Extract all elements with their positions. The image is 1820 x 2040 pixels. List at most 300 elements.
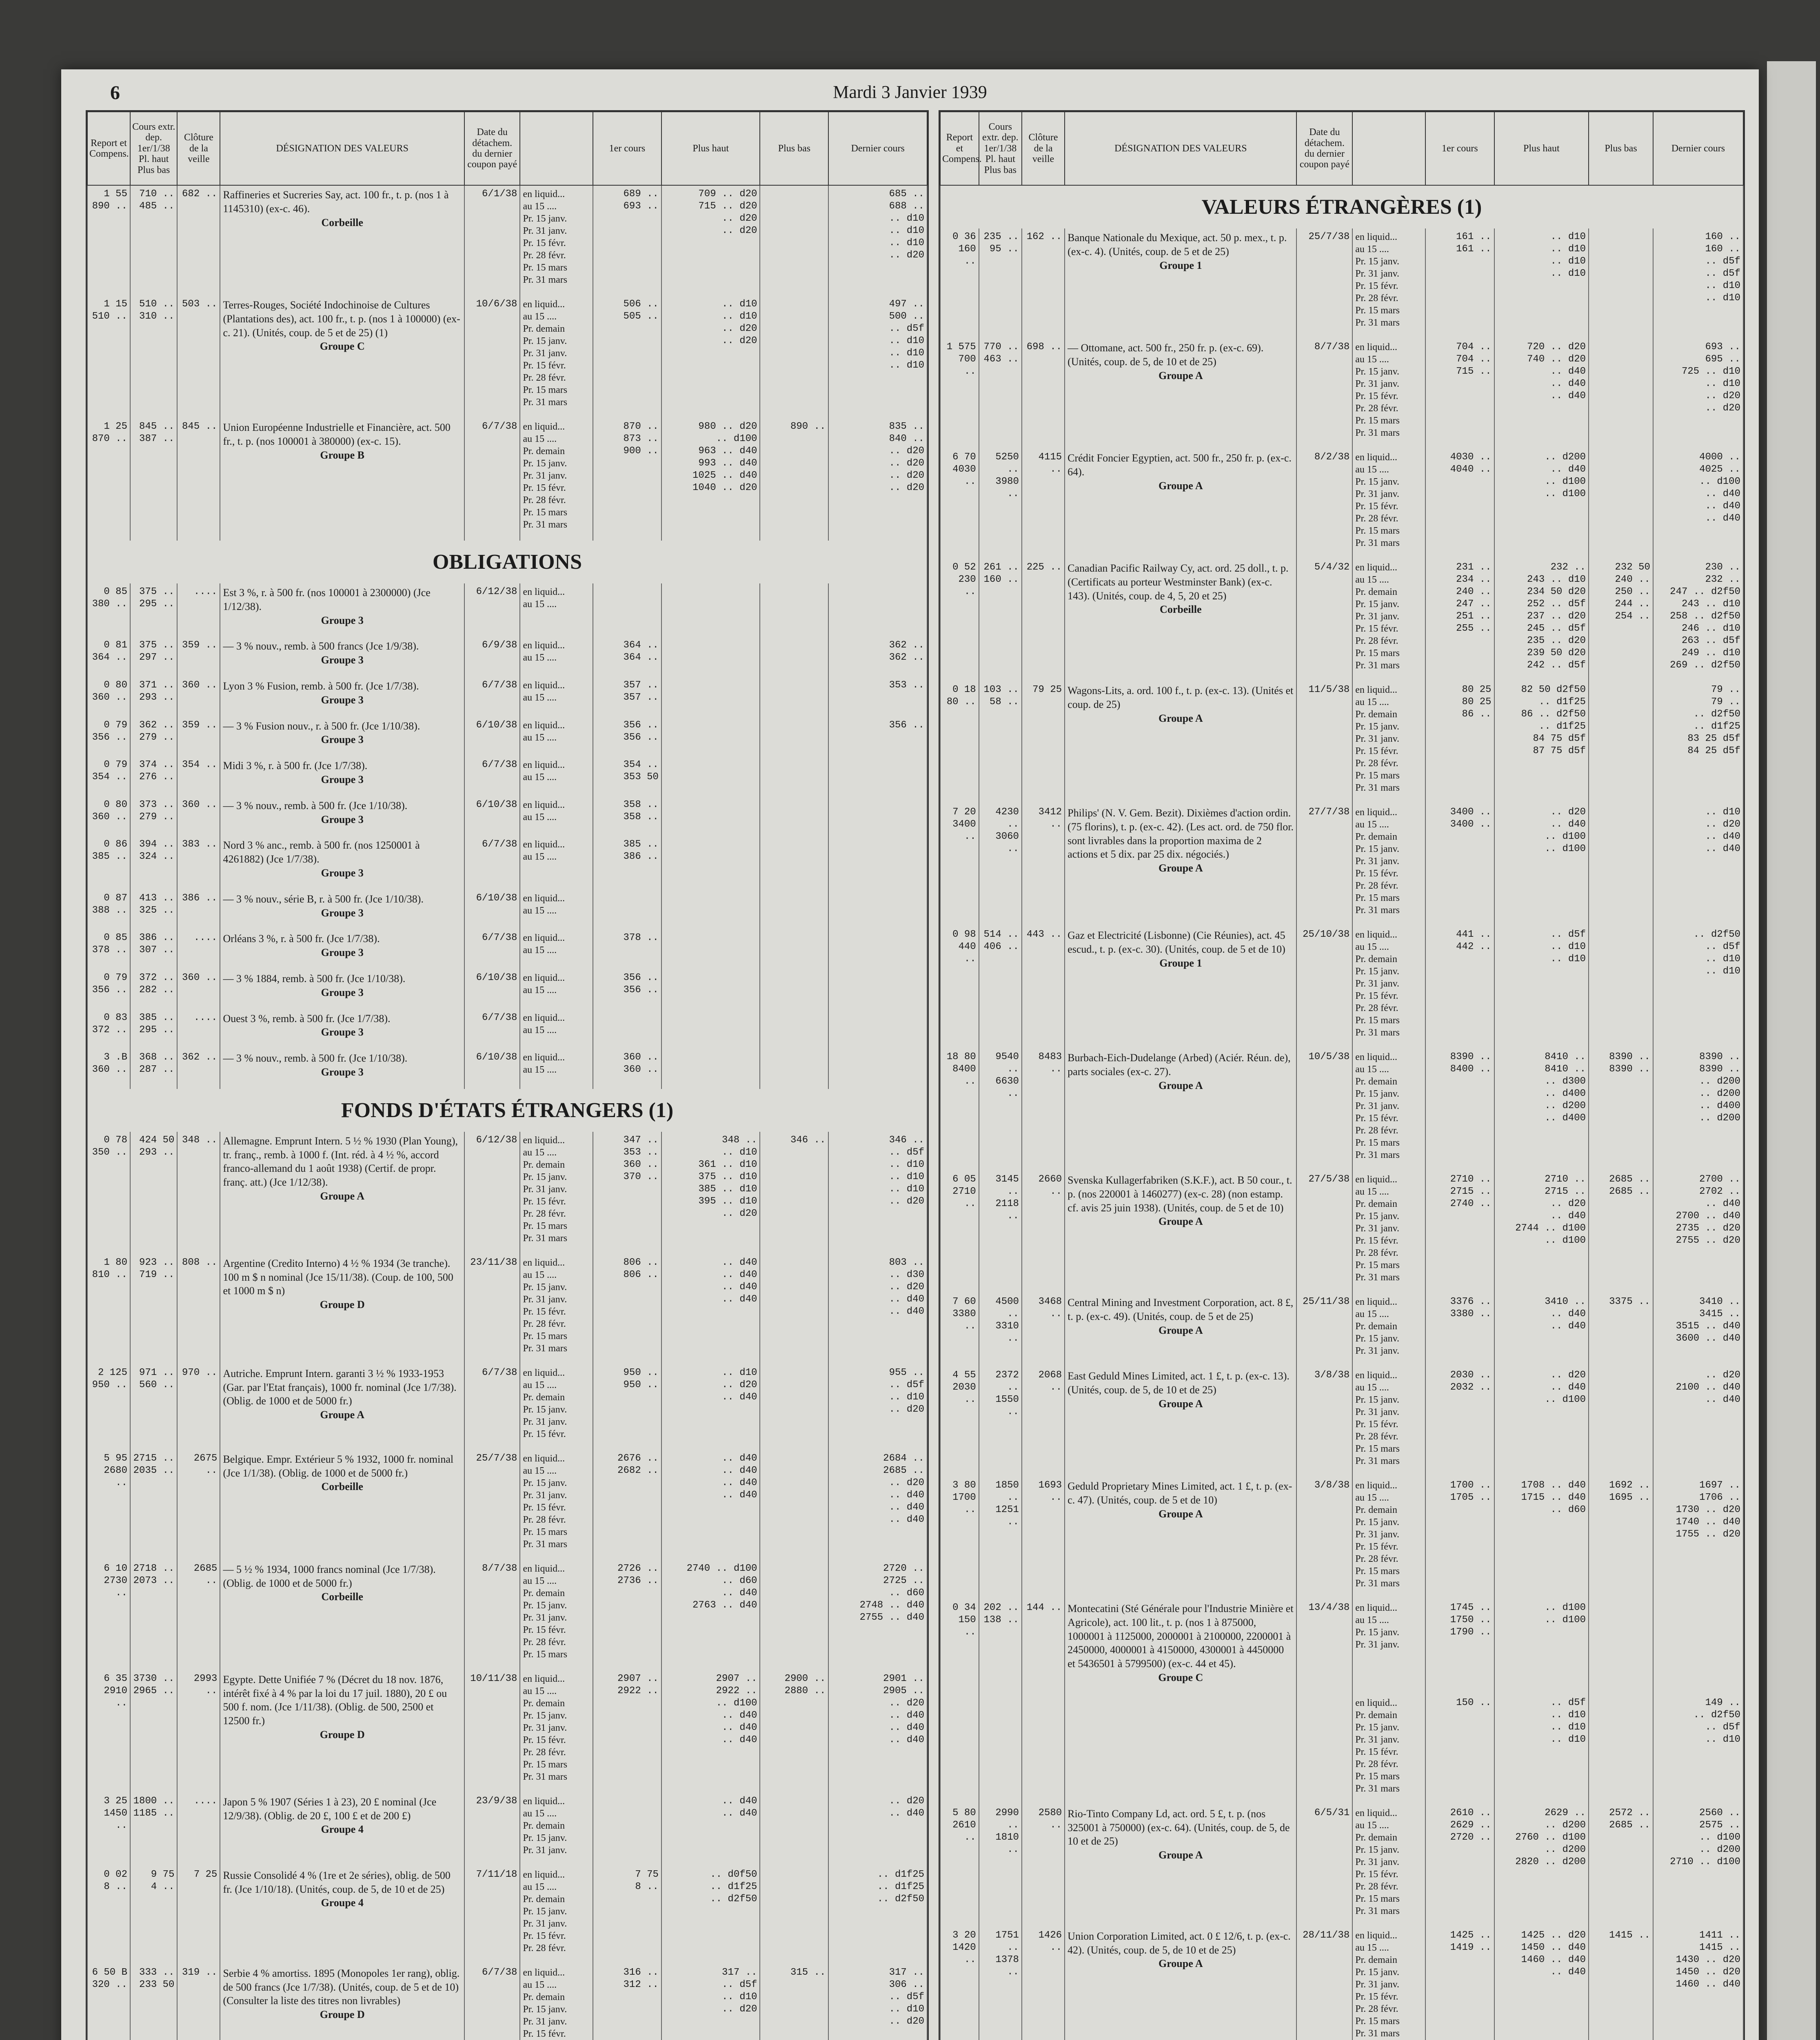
table-row xyxy=(940,559,1743,681)
table-row xyxy=(940,228,1743,339)
coupon-date-cell: 10/5/38 xyxy=(1296,1049,1352,1171)
security-group: Groupe 3 xyxy=(321,734,364,746)
first-price-cell: 385 .. 386 .. xyxy=(593,836,661,889)
coupon-date-cell: 6/10/38 xyxy=(464,890,520,930)
designation-cell xyxy=(1065,926,1296,1049)
security-group: Groupe A xyxy=(320,1190,364,1202)
session-cell: en liquid... au 15 .... Pr. demain Pr. 15 janv. Pr. 31 janv. xyxy=(1352,1293,1425,1367)
column-header: Cours extr. dep. 1er/1/38 Pl. haut Plus bas xyxy=(130,112,177,185)
session-cell: en liquid... au 15 .... Pr. 15 janv. Pr. 31 janv. xyxy=(1352,1599,1425,1694)
cloture-cell: 1426 .. xyxy=(1022,1927,1065,2040)
low-price-cell xyxy=(760,836,828,889)
session-cell: en liquid... au 15 .... xyxy=(520,836,593,889)
column-header: Clôture de la veille xyxy=(177,112,220,185)
coupon-date-cell: 25/10/38 xyxy=(1296,926,1352,1049)
security-group: Groupe 1 xyxy=(1159,957,1202,969)
high-price-cell xyxy=(661,677,760,717)
designation-cell xyxy=(1065,1599,1296,1694)
security-group: Groupe A xyxy=(1159,1079,1203,1091)
designation-cell xyxy=(1065,1293,1296,1367)
coupon-date-cell: 7/11/18 xyxy=(464,1866,520,1964)
first-price-cell: 347 .. 353 .. 360 .. 370 .. xyxy=(593,1132,661,1254)
low-price-cell xyxy=(1589,449,1653,559)
extreme-cell: 374 .. 276 .. xyxy=(130,756,177,796)
report-cell: 1 25 870 .. xyxy=(87,418,130,541)
designation-cell xyxy=(1065,1049,1296,1171)
table-row xyxy=(87,1793,927,1866)
security-group: Groupe C xyxy=(320,340,365,353)
last-price-cell: 685 .. 688 .. .. d10 .. d10 .. d10 .. d20 xyxy=(828,185,927,296)
column-header: Cours extr. dep. 1er/1/38 Pl. haut Plus bas xyxy=(979,112,1022,185)
session-cell: en liquid... au 15 .... Pr. demain Pr. 15 janv. Pr. 31 janv. Pr. 15 févr. Pr. 28 févr. Pr. 15 mars Pr. 31 mars xyxy=(1352,1049,1425,1171)
report-cell: 7 20 3400 .. xyxy=(940,804,979,926)
designation-cell xyxy=(220,1049,464,1089)
table-row xyxy=(87,969,927,1009)
designation-cell xyxy=(220,1793,464,1866)
high-price-cell: 1708 .. d40 1715 .. d40 .. d60 xyxy=(1494,1477,1589,1599)
security-name: Union Européenne Industrielle et Financière, act. 500 fr., t. p. (nos 100001 à 380000) (ex-c. 15). xyxy=(223,421,451,447)
report-cell: 1 15 510 .. xyxy=(87,296,130,418)
session-cell: en liquid... au 15 .... Pr. 15 janv. Pr. 31 janv. Pr. 15 févr. Pr. 28 févr. Pr. 15 mars Pr. 31 mars xyxy=(520,1254,593,1364)
cloture-cell: 8483 .. xyxy=(1022,1049,1065,1171)
session-cell: en liquid... au 15 .... Pr. demain Pr. 15 janv. Pr. 31 janv. Pr. 15 févr. Pr. 28 févr. Pr. 15 mars Pr. 31 mars xyxy=(1352,804,1425,926)
security-name: Serbie 4 % amortiss. 1895 (Monopoles 1er rang), oblig. de 500 francs (Jce 1/7/38). (Unités, coup. de 5 et de 10) (Consulter la liste des titres non livrables) xyxy=(223,1967,460,2007)
security-name: Banque Nationale du Mexique, act. 50 p. mex., t. p. (ex-c. 4). (Unités, coup. de 5 et de 25) xyxy=(1068,232,1287,257)
extreme-cell: 103 .. 58 .. xyxy=(979,681,1022,804)
report-cell: 0 80 360 .. xyxy=(87,677,130,717)
table-row xyxy=(87,1670,927,1793)
security-group: Groupe D xyxy=(320,1728,365,1741)
security-group: Groupe 3 xyxy=(321,654,364,666)
session-cell: en liquid... au 15 .... Pr. 15 janv. Pr. 31 janv. Pr. 15 févr. Pr. 28 févr. Pr. 15 mars Pr. 31 mars xyxy=(1352,1367,1425,1477)
coupon-date-cell: 6/7/38 xyxy=(464,836,520,889)
extreme-cell: 2990 .. 1810 .. xyxy=(979,1805,1022,1927)
extreme-cell: 2715 .. 2035 .. xyxy=(130,1450,177,1560)
report-cell: 3 .B 360 .. xyxy=(87,1049,130,1089)
report-cell: 0 78 350 .. xyxy=(87,1132,130,1254)
report-cell: 6 05 2710 .. xyxy=(940,1171,979,1293)
last-price-cell: 230 .. 232 .. 247 .. d2f50 243 .. d10 258 .. d2f50 246 .. d10 263 .. d5f 249 .. d10 269 .. d2f50 xyxy=(1653,559,1743,681)
low-price-cell xyxy=(1589,926,1653,1049)
first-price-cell: 2710 .. 2715 .. 2740 .. xyxy=(1425,1171,1494,1293)
security-name: Ouest 3 %, remb. à 500 fr. (Jce 1/7/38). xyxy=(223,1012,391,1024)
cloture-cell: 698 .. xyxy=(1022,339,1065,449)
report-cell: 0 34 150 .. xyxy=(940,1599,979,1694)
last-price-cell: .. d10 .. d20 .. d40 .. d40 xyxy=(1653,804,1743,926)
cloture-cell: 359 .. xyxy=(177,717,220,757)
coupon-date-cell: 10/11/38 xyxy=(464,1670,520,1793)
cloture-cell: 443 .. xyxy=(1022,926,1065,1049)
security-group: Groupe 4 xyxy=(321,1823,364,1836)
cloture-cell: 362 .. xyxy=(177,1049,220,1089)
table-row xyxy=(940,1694,1743,1805)
session-cell: en liquid... au 15 .... Pr. demain Pr. 15 janv. Pr. 31 janv. xyxy=(520,1793,593,1866)
table-row xyxy=(940,926,1743,1049)
section-row xyxy=(87,1089,927,1132)
cloture-cell: .... xyxy=(177,583,220,637)
first-price-cell: 8390 .. 8400 .. xyxy=(1425,1049,1494,1171)
first-price-cell: 3376 .. 3380 .. xyxy=(1425,1293,1494,1367)
last-price-cell: 149 .. .. d2f50 .. d5f .. d10 xyxy=(1653,1694,1743,1805)
cloture-cell: .... xyxy=(177,929,220,969)
first-price-cell: 2676 .. 2682 .. xyxy=(593,1450,661,1560)
designation-cell xyxy=(220,1964,464,2040)
column-header: Plus haut xyxy=(661,112,760,185)
coupon-date-cell: 6/7/38 xyxy=(464,1364,520,1450)
cloture-cell: 845 .. xyxy=(177,418,220,541)
coupon-date-cell: 13/4/38 xyxy=(1296,1599,1352,1694)
column-header: Dernier cours xyxy=(1653,112,1743,185)
column-header: Report et Compens. xyxy=(940,112,979,185)
coupon-date-cell: 6/1/38 xyxy=(464,185,520,296)
coupon-date-cell xyxy=(1296,1694,1352,1805)
column-header: 1er cours xyxy=(593,112,661,185)
designation-cell xyxy=(220,1009,464,1049)
cloture-cell: 79 25 xyxy=(1022,681,1065,804)
low-price-cell xyxy=(760,756,828,796)
designation-cell xyxy=(1065,804,1296,926)
designation-cell xyxy=(220,1560,464,1670)
session-cell: en liquid... au 15 .... Pr. demain Pr. 15 janv. Pr. 31 janv. Pr. 15 févr. Pr. 28 févr. Pr. 15 mars Pr. 31 mars xyxy=(1352,1805,1425,1927)
designation-cell xyxy=(220,296,464,418)
security-group: Groupe 3 xyxy=(321,986,364,998)
table-row xyxy=(87,1364,927,1450)
high-price-cell: 2907 .. 2922 .. .. d100 .. d40 .. d40 .. d40 xyxy=(661,1670,760,1793)
designation-cell xyxy=(220,1364,464,1450)
section-row xyxy=(940,185,1743,228)
security-group: Corbeille xyxy=(321,1481,363,1493)
first-price-cell: 360 .. 360 .. xyxy=(593,1049,661,1089)
designation-cell xyxy=(1065,1927,1296,2040)
report-cell: 0 85 378 .. xyxy=(87,929,130,969)
session-cell: en liquid... au 15 .... Pr. demain Pr. 15 janv. Pr. 31 janv. Pr. 15 févr. Pr. 28 févr. Pr. 15 mars xyxy=(520,1560,593,1670)
low-price-cell xyxy=(760,1254,828,1364)
report-cell: 0 79 354 .. xyxy=(87,756,130,796)
last-price-cell: 356 .. xyxy=(828,717,927,757)
extreme-cell: 372 .. 282 .. xyxy=(130,969,177,1009)
security-group: Groupe 1 xyxy=(1159,259,1202,271)
report-cell: 5 95 2680 .. xyxy=(87,1450,130,1560)
low-price-cell: 8390 .. 8390 .. xyxy=(1589,1049,1653,1171)
session-cell: en liquid... au 15 .... Pr. demain Pr. 15 janv. Pr. 31 janv. Pr. 15 févr. Pr. 28 févr. Pr. 15 mars Pr. 31 mars xyxy=(1352,926,1425,1049)
low-price-cell xyxy=(760,1866,828,1964)
low-price-cell: 2685 .. 2685 .. xyxy=(1589,1171,1653,1293)
security-name: Est 3 %, r. à 500 fr. (nos 100001 à 2300000) (Jce 1/12/38). xyxy=(223,587,431,612)
security-group: Groupe A xyxy=(1159,1215,1203,1228)
coupon-date-cell: 10/6/38 xyxy=(464,296,520,418)
report-cell: 0 87 388 .. xyxy=(87,890,130,930)
designation-cell xyxy=(1065,1805,1296,1927)
session-cell: en liquid... au 15 .... xyxy=(520,890,593,930)
extreme-cell: 413 .. 325 .. xyxy=(130,890,177,930)
designation-cell xyxy=(220,677,464,717)
security-group: Groupe A xyxy=(1159,862,1203,874)
security-name: Orléans 3 %, r. à 500 fr. (Jce 1/7/38). xyxy=(223,933,380,945)
report-cell: 3 80 1700 .. xyxy=(940,1477,979,1599)
first-price-cell: 150 .. xyxy=(1425,1694,1494,1805)
cloture-cell: 7 25 xyxy=(177,1866,220,1964)
cloture-cell: 2685 .. xyxy=(177,1560,220,1670)
designation-cell xyxy=(220,637,464,677)
table-row xyxy=(87,1049,927,1089)
designation-cell xyxy=(220,1670,464,1793)
cloture-cell: 225 .. xyxy=(1022,559,1065,681)
security-group: Groupe C xyxy=(1158,1671,1203,1683)
coupon-date-cell: 6/7/38 xyxy=(464,418,520,541)
cloture-cell: 348 .. xyxy=(177,1132,220,1254)
report-cell: 0 52 230 .. xyxy=(940,559,979,681)
security-group: Groupe 3 xyxy=(321,947,364,959)
designation-cell xyxy=(220,583,464,637)
extreme-cell: 202 .. 138 .. xyxy=(979,1599,1022,1694)
first-price-cell: 2907 .. 2922 .. xyxy=(593,1670,661,1793)
extreme-cell: 1751 .. 1378 .. xyxy=(979,1927,1022,2040)
left-table xyxy=(87,111,928,2040)
first-price-cell: 364 .. 364 .. xyxy=(593,637,661,677)
table-row xyxy=(87,418,927,541)
table-row xyxy=(87,296,927,418)
report-cell: 4 55 2030 .. xyxy=(940,1367,979,1477)
cloture-cell: 2660 .. xyxy=(1022,1171,1065,1293)
security-name: Gaz et Electricité (Lisbonne) (Cie Réunies), act. 45 escud., t. p. (ex-c. 30). (Unités, coup. de 5 et de 10) xyxy=(1068,929,1285,955)
extreme-cell: 770 .. 463 .. xyxy=(979,339,1022,449)
session-cell: en liquid... au 15 .... Pr. demain Pr. 15 janv. Pr. 31 janv. Pr. 15 févr. xyxy=(520,1964,593,2040)
designation-cell xyxy=(220,929,464,969)
first-price-cell: 806 .. 806 .. xyxy=(593,1254,661,1364)
extreme-cell xyxy=(979,1694,1022,1805)
high-price-cell: .. d40 .. d40 xyxy=(661,1793,760,1866)
coupon-date-cell: 23/9/38 xyxy=(464,1793,520,1866)
coupon-date-cell: 8/2/38 xyxy=(1296,449,1352,559)
session-cell: en liquid... au 15 .... Pr. demain Pr. 15 janv. Pr. 31 janv. Pr. 15 févr. Pr. 28 févr. Pr. 15 mars Pr. 31 mars xyxy=(520,418,593,541)
security-group: Groupe 3 xyxy=(321,907,364,919)
low-price-cell: 1415 .. xyxy=(1589,1927,1653,2040)
first-price-cell: 506 .. 505 .. xyxy=(593,296,661,418)
report-cell: 1 80 810 .. xyxy=(87,1254,130,1364)
coupon-date-cell: 11/5/38 xyxy=(1296,681,1352,804)
session-cell: en liquid... au 15 .... Pr. demain Pr. 15 janv. Pr. 31 janv. Pr. 15 févr. Pr. 28 févr. Pr. 15 mars Pr. 31 mars xyxy=(1352,559,1425,681)
session-cell: en liquid... au 15 .... xyxy=(520,677,593,717)
high-price-cell: 82 50 d2f50 .. d1f25 86 .. d2f50 .. d1f25 84 75 d5f 87 75 d5f xyxy=(1494,681,1589,804)
high-price-cell: 8410 .. 8410 .. .. d300 .. d400 .. d200 .. d400 xyxy=(1494,1049,1589,1171)
low-price-cell: 1692 .. 1695 .. xyxy=(1589,1477,1653,1599)
security-group: Groupe 3 xyxy=(321,867,364,879)
extreme-cell: 510 .. 310 .. xyxy=(130,296,177,418)
designation-cell xyxy=(1065,681,1296,804)
last-price-cell: 362 .. 362 .. xyxy=(828,637,927,677)
last-price-cell: 160 .. 160 .. .. d5f .. d5f .. d10 .. d10 xyxy=(1653,228,1743,339)
report-cell: 5 80 2610 .. xyxy=(940,1805,979,1927)
cloture-cell: 360 .. xyxy=(177,677,220,717)
last-price-cell: 1697 .. 1706 .. 1730 .. d20 1740 .. d40 1755 .. d20 xyxy=(1653,1477,1743,1599)
session-cell: en liquid... au 15 .... xyxy=(520,929,593,969)
report-cell: 0 79 356 .. xyxy=(87,717,130,757)
high-price-cell: .. d10 .. d10 .. d20 .. d20 xyxy=(661,296,760,418)
low-price-cell xyxy=(1589,339,1653,449)
last-price-cell xyxy=(828,583,927,637)
first-price-cell xyxy=(593,890,661,930)
cloture-cell: 359 .. xyxy=(177,637,220,677)
low-price-cell: 2572 .. 2685 .. xyxy=(1589,1805,1653,1927)
security-name: Wagons-Lits, a. ord. 100 f., t. p. (ex-c. 13). (Unités et coup. de 25) xyxy=(1068,685,1294,710)
security-group: Groupe 3 xyxy=(321,773,364,785)
low-price-cell xyxy=(1589,228,1653,339)
last-price-cell: 2720 .. 2725 .. .. d60 2748 .. d40 2755 .. d40 xyxy=(828,1560,927,1670)
first-price-cell: 4030 .. 4040 .. xyxy=(1425,449,1494,559)
high-price-cell: .. d5f .. d10 .. d10 xyxy=(1494,926,1589,1049)
last-price-cell: 2700 .. 2702 .. .. d40 2700 .. d40 2735 .. d20 2755 .. d20 xyxy=(1653,1171,1743,1293)
last-price-cell xyxy=(828,929,927,969)
last-price-cell: 1411 .. 1415 .. 1430 .. d20 1450 .. d20 1460 .. d40 xyxy=(1653,1927,1743,2040)
coupon-date-cell: 6/10/38 xyxy=(464,717,520,757)
security-name: Central Mining and Investment Corporation, act. 8 £, t. p. (ex-c. 49). (Unités, coup. de 5 et de 25) xyxy=(1068,1297,1294,1322)
cloture-cell: 383 .. xyxy=(177,836,220,889)
extreme-cell: 1850 .. 1251 .. xyxy=(979,1477,1022,1599)
extreme-cell: 5250 .. 3980 .. xyxy=(979,449,1022,559)
session-cell: en liquid... au 15 .... Pr. demain Pr. 15 janv. Pr. 31 janv. Pr. 15 févr. Pr. 28 févr. xyxy=(520,1866,593,1964)
low-price-cell xyxy=(1589,1694,1653,1805)
first-price-cell: 2726 .. 2736 .. xyxy=(593,1560,661,1670)
column-header: 1er cours xyxy=(1425,112,1494,185)
table-row xyxy=(87,717,927,757)
coupon-date-cell: 6/7/38 xyxy=(464,929,520,969)
first-price-cell: 231 .. 234 .. 240 .. 247 .. 251 .. 255 .. xyxy=(1425,559,1494,681)
coupon-date-cell: 8/7/38 xyxy=(464,1560,520,1670)
last-price-cell: 353 .. xyxy=(828,677,927,717)
session-cell: en liquid... au 15 .... Pr. demain Pr. 15 janv. Pr. 31 janv. Pr. 15 févr. xyxy=(520,1364,593,1450)
extreme-cell: 1800 .. 1185 .. xyxy=(130,1793,177,1866)
last-price-cell xyxy=(828,890,927,930)
security-name: Belgique. Empr. Extérieur 5 % 1932, 1000 fr. nominal (Jce 1/1/38). (Oblig. de 1000 et de 5000 fr.) xyxy=(223,1453,454,1479)
table-row xyxy=(87,1009,927,1049)
security-group: Groupe B xyxy=(320,449,364,461)
first-price-cell: 357 .. 357 .. xyxy=(593,677,661,717)
low-price-cell: 315 .. xyxy=(760,1964,828,2040)
high-price-cell xyxy=(661,929,760,969)
security-group: Groupe A xyxy=(1159,1958,1203,1970)
low-price-cell xyxy=(760,1049,828,1089)
extreme-cell: 4230 .. 3060 .. xyxy=(979,804,1022,926)
table-row xyxy=(87,1132,927,1254)
table-row xyxy=(87,890,927,930)
report-cell: 0 18 80 .. xyxy=(940,681,979,804)
first-price-cell: 316 .. 312 .. xyxy=(593,1964,661,2040)
cloture-cell: 970 .. xyxy=(177,1364,220,1450)
last-price-cell: 4000 .. 4025 .. .. d100 .. d40 .. d40 .. d40 xyxy=(1653,449,1743,559)
report-cell: 6 70 4030 .. xyxy=(940,449,979,559)
table-row xyxy=(87,1964,927,2040)
coupon-date-cell: 6/7/38 xyxy=(464,677,520,717)
session-cell: en liquid... au 15 .... Pr. 15 janv. Pr. 31 janv. Pr. 15 févr. Pr. 28 févr. Pr. 15 mars Pr. 31 mars xyxy=(1352,339,1425,449)
high-price-cell xyxy=(661,890,760,930)
security-name: Japon 5 % 1907 (Séries 1 à 23), 20 £ nominal (Jce 12/9/38). (Oblig. de 20 £, 100 £ et de 200 £) xyxy=(223,1796,437,1822)
cloture-cell: 3412 .. xyxy=(1022,804,1065,926)
first-price-cell xyxy=(593,1793,661,1866)
security-group: Groupe A xyxy=(1159,1849,1203,1861)
low-price-cell: 3375 .. xyxy=(1589,1293,1653,1367)
column-header: Date du détachem. du dernier coupon payé xyxy=(464,112,520,185)
report-cell: 6 35 2910 .. xyxy=(87,1670,130,1793)
section-row xyxy=(87,541,927,583)
column-header xyxy=(520,112,593,185)
extreme-cell: 333 .. 233 50 xyxy=(130,1964,177,2040)
security-name: Allemagne. Emprunt Intern. 5 ½ % 1930 (Plan Young), tr. franç., remb. à 1000 f. (Int. réd. à 4 ½ %, accord franco-allemand du 1 août 1938) (Certif. de propr. franç. att.) (Jce 1/12/38). xyxy=(223,1135,458,1189)
table-row xyxy=(87,1450,927,1560)
security-name: — 3 % nouv., série B, r. à 500 fr. (Jce 1/10/38). xyxy=(223,893,424,905)
high-price-cell: 980 .. d20 .. d100 963 .. d40 993 .. d40 1025 .. d40 1040 .. d20 xyxy=(661,418,760,541)
table-row xyxy=(87,677,927,717)
designation-cell xyxy=(220,185,464,296)
last-price-cell: 317 .. 306 .. .. d5f .. d10 .. d20 xyxy=(828,1964,927,2040)
first-price-cell: 704 .. 704 .. 715 .. xyxy=(1425,339,1494,449)
last-price-cell: 2901 .. 2905 .. .. d20 .. d40 .. d40 .. d40 xyxy=(828,1670,927,1793)
coupon-date-cell: 6/9/38 xyxy=(464,637,520,677)
table-row xyxy=(87,185,927,296)
column-header: Dernier cours xyxy=(828,112,927,185)
low-price-cell xyxy=(760,1450,828,1560)
extreme-cell: 9 75 4 .. xyxy=(130,1866,177,1964)
report-cell: 3 25 1450 .. xyxy=(87,1793,130,1866)
report-cell: 0 02 8 .. xyxy=(87,1866,130,1964)
extreme-cell: 845 .. 387 .. xyxy=(130,418,177,541)
low-price-cell: 890 .. xyxy=(760,418,828,541)
session-cell: en liquid... au 15 .... Pr. demain Pr. 15 janv. Pr. 31 janv. Pr. 15 févr. Pr. 28 févr. Pr. 15 mars Pr. 31 mars xyxy=(520,1132,593,1254)
security-group: Corbeille xyxy=(321,216,363,228)
security-group: Corbeille xyxy=(1160,603,1202,616)
report-cell: 3 20 1420 .. xyxy=(940,1927,979,2040)
low-price-cell xyxy=(760,969,828,1009)
table-row xyxy=(940,1599,1743,1694)
security-group: Groupe A xyxy=(320,1409,364,1421)
last-price-cell: 3410 .. 3415 .. 3515 .. d40 3600 .. d40 xyxy=(1653,1293,1743,1367)
security-group: Groupe A xyxy=(1159,1397,1203,1410)
cloture-cell: 386 .. xyxy=(177,890,220,930)
session-cell: en liquid... au 15 .... xyxy=(520,1009,593,1049)
column-header: Report et Compens. xyxy=(87,112,130,185)
coupon-date-cell: 6/10/38 xyxy=(464,969,520,1009)
right-listing xyxy=(939,110,1745,2040)
low-price-cell xyxy=(760,583,828,637)
table-row xyxy=(940,449,1743,559)
security-name: Montecatini (Sté Générale pour l'Industrie Minière et Agricole), act. 100 lit., t. p. (nos 1 à 875000, 1000001 à 1125000, 2000001 à 2100000, 2200001 à 2450000, 4000001 à 4150000, 4300001 à 4450000 et 5436501 à 5799500) (ex-c. 44 et 45). xyxy=(1068,1603,1294,1670)
cloture-cell: 319 .. xyxy=(177,1964,220,2040)
last-price-cell xyxy=(828,796,927,836)
column-header: Plus bas xyxy=(1589,112,1653,185)
high-price-cell: 3410 .. .. d40 .. d40 xyxy=(1494,1293,1589,1367)
low-price-cell xyxy=(760,1793,828,1866)
column-header: Date du détachem. du dernier coupon payé xyxy=(1296,112,1352,185)
high-price-cell: 709 .. d20 715 .. d20 .. d20 .. d20 xyxy=(661,185,760,296)
extreme-cell: 368 .. 287 .. xyxy=(130,1049,177,1089)
security-name: Philips' (N. V. Gem. Bezit). Dixièmes d'action ordin. (75 florins), t. p. (ex-c. 42). (Les act. ord. de 750 flor. sont livrables dans la proportion maxima de 2 actions et 5 dix. par 25 dix. négociés.) xyxy=(1068,807,1294,860)
adjacent-page-edge xyxy=(1767,61,1816,2040)
designation-cell xyxy=(220,1254,464,1364)
table-row xyxy=(940,804,1743,926)
security-name: Svenska Kullagerfabriken (S.K.F.), act. B 50 cour., t. p. (nos 220001 à 1460277) (ex-c. 28) (non estamp. cf. avis 25 juin 1938). (Unités, coup. de 5 et de 10) xyxy=(1068,1174,1292,1214)
security-name: — Ottomane, act. 500 fr., 250 fr. p. (ex-c. 69). (Unités, coup. de 5, de 10 et de 25) xyxy=(1068,342,1264,368)
high-price-cell: .. d0f50 .. d1f25 .. d2f50 xyxy=(661,1866,760,1964)
designation-cell xyxy=(220,1450,464,1560)
table-row xyxy=(940,1293,1743,1367)
report-cell: 0 98 440 .. xyxy=(940,926,979,1049)
coupon-date-cell: 6/7/38 xyxy=(464,1009,520,1049)
high-price-cell: 720 .. d20 740 .. d20 .. d40 .. d40 .. d40 xyxy=(1494,339,1589,449)
coupon-date-cell: 3/8/38 xyxy=(1296,1477,1352,1599)
report-cell: 1 575 700 .. xyxy=(940,339,979,449)
high-price-cell: .. d20 .. d40 .. d100 xyxy=(1494,1367,1589,1477)
low-price-cell xyxy=(760,1364,828,1450)
security-name: Argentine (Credito Interno) 4 ½ % 1934 (3e tranche). 100 m $ n nominal (Jce 15/11/38). (Coup. de 100, 500 et 1000 m $ n) xyxy=(223,1257,453,1297)
